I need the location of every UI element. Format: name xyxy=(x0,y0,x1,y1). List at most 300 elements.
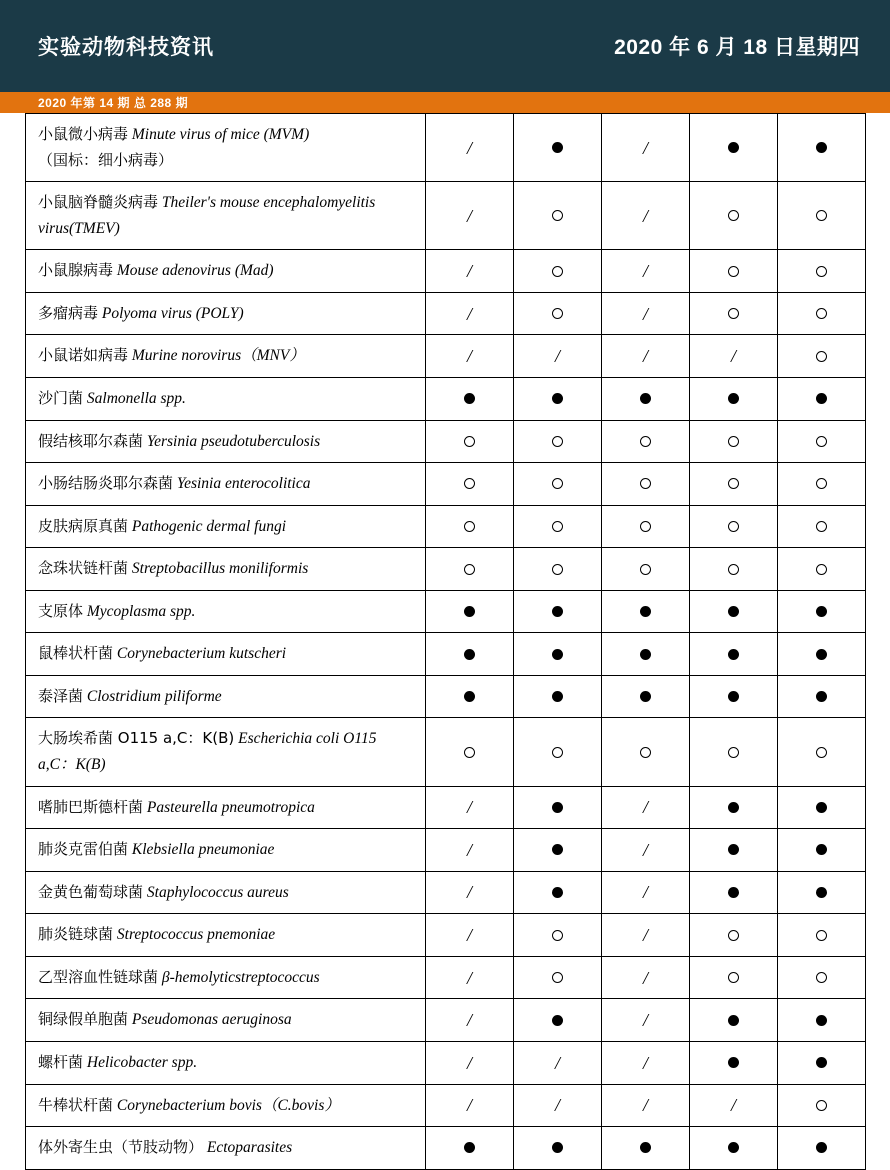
mark-slash: / xyxy=(642,205,648,226)
table-row xyxy=(26,463,866,506)
mark-slash: / xyxy=(730,346,736,367)
mark-cell xyxy=(602,786,690,829)
mark-cell xyxy=(690,548,778,591)
mark-open-circle xyxy=(816,747,827,758)
mark-cell xyxy=(426,956,514,999)
mark-filled-circle xyxy=(728,649,739,660)
pathogen-name-cell xyxy=(26,718,426,786)
pathogen-name-cell xyxy=(26,463,426,506)
mark-cell xyxy=(778,1041,866,1084)
table-row xyxy=(26,505,866,548)
mark-cell xyxy=(778,250,866,293)
mark-cell xyxy=(778,914,866,957)
mark-open-circle xyxy=(640,564,651,575)
mark-cell xyxy=(426,1041,514,1084)
mark-open-circle xyxy=(640,747,651,758)
table-row xyxy=(26,182,866,250)
mark-slash: / xyxy=(642,1010,648,1031)
mark-cell xyxy=(514,718,602,786)
pathogen-name-cell xyxy=(26,505,426,548)
mark-open-circle xyxy=(640,436,651,447)
mark-filled-circle xyxy=(552,691,563,702)
mark-cell xyxy=(514,250,602,293)
mark-cell xyxy=(690,420,778,463)
pathogen-name-latin: Klebsiella pneumoniae xyxy=(131,841,275,859)
table-row xyxy=(26,675,866,718)
mark-open-circle xyxy=(728,308,739,319)
mark-open-circle xyxy=(728,436,739,447)
mark-filled-circle xyxy=(728,606,739,617)
mark-open-circle xyxy=(552,308,563,319)
pathogen-name-zh: 大肠埃希菌 O115 a,C：K(B) xyxy=(38,729,235,748)
pathogen-name-cell xyxy=(26,114,426,182)
mark-slash: / xyxy=(466,1095,472,1116)
mark-cell xyxy=(778,335,866,378)
mark-slash: / xyxy=(466,797,472,818)
mark-open-circle xyxy=(464,747,475,758)
mark-filled-circle xyxy=(728,1057,739,1068)
pathogen-name-zh: 鼠棒状杆菌 xyxy=(38,644,114,663)
pathogen-name-cell xyxy=(26,335,426,378)
mark-cell xyxy=(690,871,778,914)
mark-cell xyxy=(602,250,690,293)
mark-cell xyxy=(690,335,778,378)
mark-open-circle xyxy=(728,747,739,758)
pathogen-name-latin: Pseudomonas aeruginosa xyxy=(131,1011,292,1029)
pathogen-name-latin: Corynebacterium kutscheri xyxy=(116,645,287,663)
mark-filled-circle xyxy=(728,802,739,813)
mark-slash: / xyxy=(466,137,472,158)
mark-open-circle xyxy=(728,210,739,221)
mark-cell xyxy=(426,250,514,293)
pathogen-name-zh: 小肠结肠炎耶尔森菌 xyxy=(38,474,174,493)
mark-slash: / xyxy=(642,882,648,903)
mark-slash: / xyxy=(466,205,472,226)
mark-cell xyxy=(778,463,866,506)
pathogen-name-zh: 皮肤病原真菌 xyxy=(38,516,129,535)
pathogen-name-cell xyxy=(26,250,426,293)
pathogen-name-cell xyxy=(26,871,426,914)
pathogen-name-cell xyxy=(26,590,426,633)
mark-cell xyxy=(690,377,778,420)
mark-filled-circle xyxy=(816,844,827,855)
mark-slash: / xyxy=(642,1052,648,1073)
mark-cell xyxy=(778,999,866,1042)
pathogen-name-latin: β-hemolyticstreptococcus xyxy=(161,968,320,986)
mark-cell xyxy=(514,956,602,999)
mark-open-circle xyxy=(464,478,475,489)
mark-slash: / xyxy=(466,925,472,946)
pathogen-name-cell xyxy=(26,548,426,591)
mark-cell xyxy=(514,675,602,718)
issue-label: 2020 年第 14 期 总 288 期 xyxy=(38,96,189,110)
pathogen-name-zh: 小鼠腺病毒 xyxy=(38,261,114,280)
pathogen-name-latin: Murine norovirus（MNV） xyxy=(131,347,305,365)
mark-open-circle xyxy=(816,564,827,575)
mark-open-circle xyxy=(816,930,827,941)
pathogen-name-cell xyxy=(26,786,426,829)
pathogen-name-zh: 乙型溶血性链球菌 xyxy=(38,967,159,986)
mark-cell xyxy=(514,377,602,420)
mark-cell xyxy=(426,633,514,676)
mark-filled-circle xyxy=(552,606,563,617)
mark-filled-circle xyxy=(816,606,827,617)
mark-slash: / xyxy=(466,839,472,860)
mark-cell xyxy=(778,871,866,914)
mark-cell xyxy=(602,718,690,786)
mark-cell xyxy=(514,335,602,378)
mark-filled-circle xyxy=(640,649,651,660)
table-row xyxy=(26,335,866,378)
mark-filled-circle xyxy=(640,606,651,617)
mark-cell xyxy=(602,590,690,633)
mark-open-circle xyxy=(464,564,475,575)
mark-cell xyxy=(690,292,778,335)
mark-open-circle xyxy=(640,478,651,489)
pathogen-name-latin: Polyoma virus (POLY) xyxy=(101,304,244,322)
mark-cell xyxy=(514,1084,602,1127)
mark-open-circle xyxy=(552,266,563,277)
pathogen-name-cell xyxy=(26,956,426,999)
pathogen-name-zh: 小鼠微小病毒 xyxy=(38,125,129,143)
mark-cell xyxy=(778,675,866,718)
table-row xyxy=(26,956,866,999)
mark-open-circle xyxy=(728,266,739,277)
pathogen-name-latin: Escherichia coli O115 a,C：K(B) xyxy=(38,730,377,773)
table-row xyxy=(26,718,866,786)
mark-cell xyxy=(426,463,514,506)
pathogen-name-latin: Clostridium piliforme xyxy=(86,687,222,705)
mark-filled-circle xyxy=(640,393,651,404)
mark-cell xyxy=(778,786,866,829)
mark-cell xyxy=(602,377,690,420)
mark-open-circle xyxy=(552,930,563,941)
mark-open-circle xyxy=(552,521,563,532)
mark-cell xyxy=(602,292,690,335)
mark-cell xyxy=(602,1041,690,1084)
pathogen-name-latin: Mouse adenovirus (Mad) xyxy=(116,262,274,280)
pathogen-name-cell xyxy=(26,675,426,718)
mark-cell xyxy=(514,999,602,1042)
mark-open-circle xyxy=(728,564,739,575)
mark-cell xyxy=(514,548,602,591)
table-row xyxy=(26,999,866,1042)
mark-cell xyxy=(690,1041,778,1084)
pathogen-name-latin: Streptococcus pnemoniae xyxy=(116,926,276,944)
mark-open-circle xyxy=(816,436,827,447)
table-row xyxy=(26,871,866,914)
pathogen-table xyxy=(25,113,866,1170)
pathogen-name-latin: Corynebacterium bovis（C.bovis） xyxy=(116,1096,340,1114)
mark-cell xyxy=(602,914,690,957)
mark-cell xyxy=(426,590,514,633)
mark-open-circle xyxy=(816,478,827,489)
pathogen-name-latin: Yersinia pseudotuberculosis xyxy=(146,432,321,450)
pathogen-name-cell xyxy=(26,1084,426,1127)
mark-cell xyxy=(690,182,778,250)
pathogen-name-zh: 念珠状链杆菌 xyxy=(38,559,129,578)
pathogen-name-zh: 小鼠脑脊髓炎病毒 xyxy=(38,193,159,212)
mark-cell xyxy=(690,675,778,718)
mark-open-circle xyxy=(728,930,739,941)
table-row xyxy=(26,914,866,957)
mark-cell xyxy=(426,914,514,957)
mark-cell xyxy=(690,463,778,506)
pathogen-name-latin: Helicobacter spp. xyxy=(86,1053,198,1071)
mark-open-circle xyxy=(816,972,827,983)
mark-cell xyxy=(426,999,514,1042)
pathogen-name-zh: 牛棒状杆菌 xyxy=(38,1095,114,1114)
mark-open-circle xyxy=(816,308,827,319)
mark-filled-circle xyxy=(816,691,827,702)
mark-cell xyxy=(426,505,514,548)
pathogen-name-zh: 沙门菌 xyxy=(38,388,84,407)
mark-cell xyxy=(514,182,602,250)
pathogen-name-latin: Pathogenic dermal fungi xyxy=(131,517,287,535)
mark-filled-circle xyxy=(728,1015,739,1026)
mark-cell xyxy=(426,1084,514,1127)
mark-cell xyxy=(602,999,690,1042)
table-row xyxy=(26,250,866,293)
mark-filled-circle xyxy=(816,142,827,153)
table-row xyxy=(26,786,866,829)
mark-cell xyxy=(514,590,602,633)
mark-filled-circle xyxy=(552,649,563,660)
mark-filled-circle xyxy=(816,393,827,404)
mark-filled-circle xyxy=(816,802,827,813)
mark-filled-circle xyxy=(728,142,739,153)
pathogen-name-latin: Ectoparasites xyxy=(206,1139,293,1157)
mark-cell xyxy=(690,590,778,633)
mark-filled-circle xyxy=(728,844,739,855)
mark-cell xyxy=(690,786,778,829)
pathogen-name-cell xyxy=(26,1041,426,1084)
pathogen-name-latin: Salmonella spp. xyxy=(86,389,186,407)
mark-cell xyxy=(514,114,602,182)
table-row xyxy=(26,377,866,420)
mark-filled-circle xyxy=(552,802,563,813)
pathogen-name-latin: Yesinia enterocolitica xyxy=(176,475,311,493)
mark-cell xyxy=(602,956,690,999)
pathogen-name-zh: 金黄色葡萄球菌 xyxy=(38,882,144,901)
mark-cell xyxy=(514,292,602,335)
table-row xyxy=(26,829,866,872)
pathogen-name-zh: 泰泽菌 xyxy=(38,686,84,705)
mark-cell xyxy=(602,1084,690,1127)
mark-cell xyxy=(426,829,514,872)
mark-open-circle xyxy=(552,436,563,447)
mark-open-circle xyxy=(552,210,563,221)
mark-filled-circle xyxy=(728,393,739,404)
pathogen-name-zh: 嗜肺巴斯德杆菌 xyxy=(38,797,144,816)
mark-filled-circle xyxy=(552,887,563,898)
mark-cell xyxy=(690,250,778,293)
mark-cell xyxy=(778,114,866,182)
mark-slash: / xyxy=(466,967,472,988)
pathogen-name-latin: Theiler's mouse encephalomyelitis virus(TMEV) xyxy=(38,194,376,237)
mark-cell xyxy=(426,420,514,463)
mark-cell xyxy=(602,420,690,463)
mark-filled-circle xyxy=(552,393,563,404)
issue-bar xyxy=(0,92,890,113)
mark-open-circle xyxy=(816,266,827,277)
mark-filled-circle xyxy=(728,887,739,898)
mark-slash: / xyxy=(730,1095,736,1116)
mark-filled-circle xyxy=(552,1015,563,1026)
mark-cell xyxy=(778,590,866,633)
mark-open-circle xyxy=(552,972,563,983)
mark-filled-circle xyxy=(552,142,563,153)
mark-filled-circle xyxy=(816,1015,827,1026)
mark-slash: / xyxy=(466,303,472,324)
mark-cell xyxy=(778,420,866,463)
mark-cell xyxy=(602,675,690,718)
mark-cell xyxy=(514,420,602,463)
pathogen-name-zh: 小鼠诺如病毒 xyxy=(38,346,129,365)
mark-cell xyxy=(426,548,514,591)
table-row xyxy=(26,548,866,591)
mark-cell xyxy=(778,505,866,548)
mark-cell xyxy=(426,786,514,829)
table-row xyxy=(26,420,866,463)
page-header xyxy=(0,0,890,92)
mark-cell xyxy=(426,871,514,914)
mark-cell xyxy=(602,182,690,250)
mark-filled-circle xyxy=(464,691,475,702)
header-date: 2020 年 6 月 18 日星期四 xyxy=(614,36,860,59)
mark-filled-circle xyxy=(816,1057,827,1068)
mark-cell xyxy=(602,114,690,182)
pathogen-name-zh: 支原体 xyxy=(38,601,84,620)
pathogen-name-zh: 肺炎链球菌 xyxy=(38,925,114,944)
mark-cell xyxy=(690,718,778,786)
mark-open-circle xyxy=(728,972,739,983)
mark-cell xyxy=(778,377,866,420)
mark-cell xyxy=(514,871,602,914)
mark-cell xyxy=(690,114,778,182)
mark-open-circle xyxy=(816,210,827,221)
mark-slash: / xyxy=(642,303,648,324)
mark-filled-circle xyxy=(464,649,475,660)
table-row xyxy=(26,1041,866,1084)
mark-cell xyxy=(690,1084,778,1127)
mark-cell xyxy=(778,1084,866,1127)
mark-open-circle xyxy=(552,747,563,758)
pathogen-name-zh: 铜绿假单胞菌 xyxy=(38,1010,129,1029)
mark-cell xyxy=(602,505,690,548)
pathogen-name-latin: Pasteurella pneumotropica xyxy=(146,798,315,816)
mark-cell xyxy=(602,335,690,378)
mark-cell xyxy=(514,463,602,506)
pathogen-name-latin: Mycoplasma spp. xyxy=(86,602,196,620)
pathogen-name-latin: Minute virus of mice (MVM) xyxy=(131,126,310,143)
mark-cell xyxy=(778,956,866,999)
mark-filled-circle xyxy=(640,691,651,702)
mark-cell xyxy=(514,829,602,872)
mark-cell xyxy=(778,718,866,786)
mark-cell xyxy=(778,182,866,250)
mark-open-circle xyxy=(728,478,739,489)
mark-cell xyxy=(690,956,778,999)
pathogen-name-cell xyxy=(26,914,426,957)
pathogen-name-zh: 肺炎克雷伯菌 xyxy=(38,840,129,859)
mark-filled-circle xyxy=(464,393,475,404)
mark-filled-circle xyxy=(552,844,563,855)
mark-slash: / xyxy=(642,261,648,282)
mark-cell xyxy=(778,633,866,676)
mark-slash: / xyxy=(642,137,648,158)
mark-slash: / xyxy=(554,1095,560,1116)
mark-slash: / xyxy=(642,967,648,988)
mark-cell xyxy=(602,548,690,591)
mark-filled-circle xyxy=(816,887,827,898)
mark-open-circle xyxy=(464,436,475,447)
mark-slash: / xyxy=(466,1010,472,1031)
table-row xyxy=(26,633,866,676)
pathogen-name-zh: 假结核耶尔森菌 xyxy=(38,431,144,450)
mark-open-circle xyxy=(816,1100,827,1111)
pathogen-name-cell xyxy=(26,377,426,420)
pathogen-name-zh: 多瘤病毒 xyxy=(38,303,99,322)
pathogen-name-cell xyxy=(26,292,426,335)
pathogen-name-cell xyxy=(26,829,426,872)
pathogen-name-latin: Streptobacillus moniliformis xyxy=(131,560,309,578)
pathogen-name-cell xyxy=(26,420,426,463)
pathogen-name-zh: 螺杆菌 xyxy=(38,1052,84,1071)
pathogen-name-latin: Staphylococcus aureus xyxy=(146,883,289,901)
mark-cell xyxy=(426,718,514,786)
pathogen-name-cell xyxy=(26,182,426,250)
mark-slash: / xyxy=(642,1095,648,1116)
mark-cell xyxy=(690,999,778,1042)
mark-filled-circle xyxy=(728,691,739,702)
mark-slash: / xyxy=(466,882,472,903)
pathogen-name-cell xyxy=(26,999,426,1042)
mark-slash: / xyxy=(642,797,648,818)
mark-cell xyxy=(778,292,866,335)
mark-open-circle xyxy=(464,521,475,532)
mark-cell xyxy=(690,829,778,872)
mark-cell xyxy=(778,548,866,591)
page-title: 实验动物科技资讯 xyxy=(38,36,214,59)
mark-slash: / xyxy=(642,839,648,860)
mark-cell xyxy=(514,914,602,957)
table-row xyxy=(26,590,866,633)
table-container xyxy=(0,113,890,1170)
mark-cell xyxy=(426,335,514,378)
mark-cell xyxy=(426,182,514,250)
mark-cell xyxy=(514,1041,602,1084)
mark-slash: / xyxy=(466,346,472,367)
mark-slash: / xyxy=(554,346,560,367)
mark-cell xyxy=(426,114,514,182)
pathogen-name-zh: 体外寄生虫（节肢动物） xyxy=(38,1138,204,1157)
mark-cell xyxy=(426,292,514,335)
mark-open-circle xyxy=(816,351,827,362)
mark-slash: / xyxy=(642,346,648,367)
mark-open-circle xyxy=(552,478,563,489)
mark-open-circle xyxy=(728,521,739,532)
table-row xyxy=(26,114,866,182)
mark-filled-circle xyxy=(464,606,475,617)
mark-cell xyxy=(602,463,690,506)
mark-slash: / xyxy=(642,925,648,946)
mark-cell xyxy=(426,675,514,718)
mark-cell xyxy=(514,505,602,548)
table-row xyxy=(26,292,866,335)
mark-cell xyxy=(690,505,778,548)
mark-open-circle xyxy=(552,564,563,575)
